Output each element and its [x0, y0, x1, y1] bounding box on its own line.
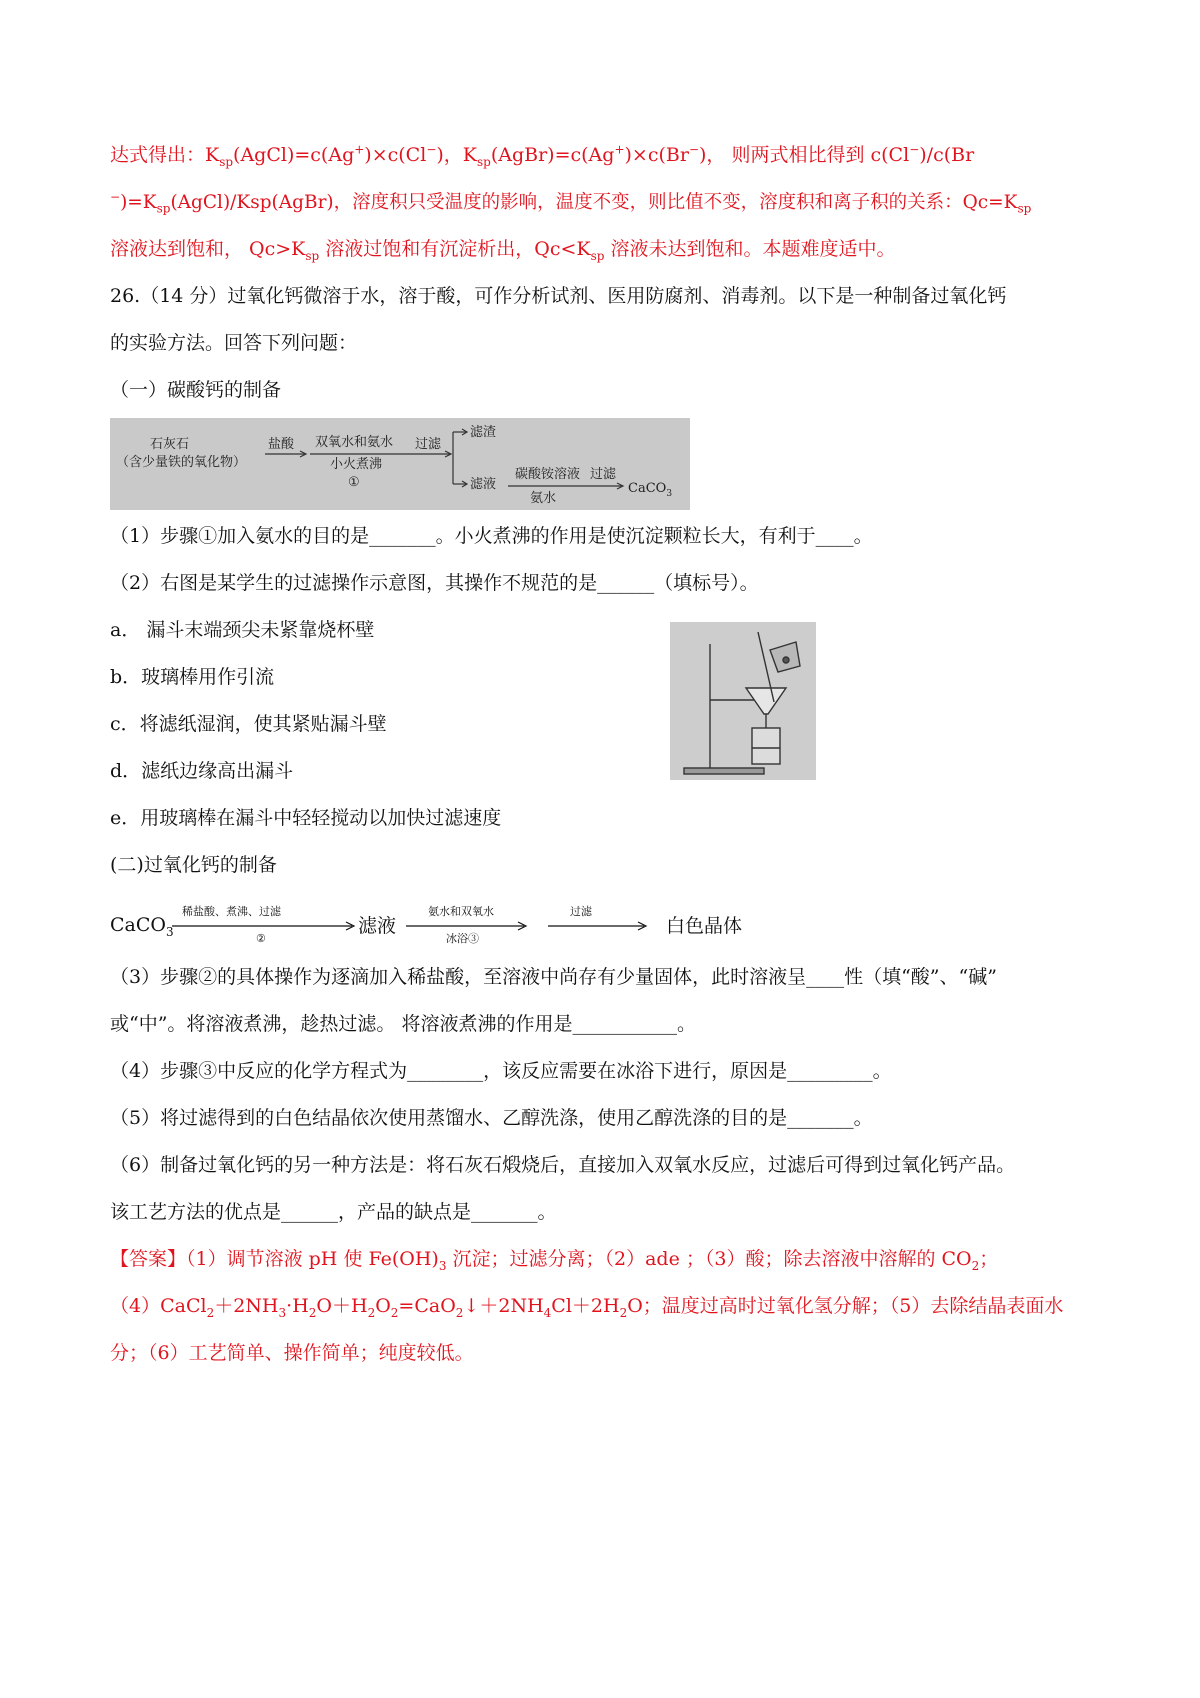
flow1-branch-bottom: 滤液	[470, 477, 497, 492]
filtration-apparatus-svg	[670, 622, 816, 780]
option-b: b．玻璃棒用作引流	[110, 666, 275, 688]
flow2-end: 白色晶体	[666, 915, 743, 937]
flow1-step1-bot1: 小火煮沸	[330, 457, 383, 472]
question-intro-line-2: 的实验方法。回答下列问题：	[110, 332, 358, 354]
flow1-arrow3-bottom: 氨水	[530, 491, 557, 506]
flow2-middle: 滤液	[358, 915, 397, 937]
question-3-line-1: （3）步骤②的具体操作为逐滴加入稀盐酸，至溶液中尚存有少量固体，此时溶液呈____性（填“酸”、“碱”	[110, 966, 997, 988]
explanation-line-1: 达式得出：$K_{sp}(AgCl)=c(Ag^+)\times c(Cl^-)$，$K_{sp}(AgBr)=c(Ag^+)\times c(Br^-)$， 则两式相比得到 c(Cl−)/c(Br	[110, 142, 975, 169]
question-6-line-1: （6）制备过氧化钙的另一种方法是：将石灰石煅烧后，直接加入双氧水反应，过滤后可得到过氧化钙产品。	[110, 1154, 1016, 1176]
flow-figure-2-svg	[110, 900, 810, 950]
explanation-line-2: $^-)=K_{sp}(AgCl)/Ksp(AgBr)$，溶度积只受温度的影响，温度不变，则比值不变，溶度积和离子积的关系：$Qc=K_{sp}$	[110, 189, 1032, 216]
question-3-line-2: 或“中”。将溶液煮沸，趁热过滤。 将溶液煮沸的作用是___________。	[110, 1013, 696, 1035]
answer-line-1: 【答案】（1）调节溶液 pH 使 $Fe(OH)_3$ 沉淀；过滤分离；（2）ade ；（3）酸；除去溶液中溶解的 $CO_2$；	[110, 1248, 999, 1273]
question-intro-line-1: 26.（14 分）过氧化钙微溶于水，溶于酸，可作分析试剂、医用防腐剂、消毒剂。以下是一种制备过氧化钙	[110, 285, 1007, 307]
question-4: （4）步骤③中反应的化学方程式为________，该反应需要在冰浴下进行，原因是_________。	[110, 1060, 892, 1082]
question-5: （5）将过滤得到的白色结晶依次使用蒸馏水、乙醇洗涤，使用乙醇洗涤的目的是_______。	[110, 1107, 873, 1129]
calcium-peroxide-flow	[110, 900, 810, 950]
calcium-carbonate-flow-figure	[110, 418, 690, 510]
flow2-arrow3-top: 过滤	[570, 905, 592, 918]
part2-title: (二)过氧化钙的制备	[110, 854, 277, 876]
answer-line-3: 分；（6）工艺简单、操作简单；纯度较低。	[110, 1342, 474, 1364]
option-d: d．滤纸边缘高出漏斗	[110, 760, 294, 782]
flow1-arrow1-label: 盐酸	[268, 437, 295, 452]
flow2-start: CaCO$_3$	[110, 914, 174, 939]
question-2: （2）右图是某学生的过滤操作示意图，其操作不规范的是______（填标号）。	[110, 572, 759, 594]
flow1-arrow2-label: 过滤	[415, 437, 442, 452]
flow2-arrow1-top: 稀盐酸、煮沸、过滤	[182, 905, 281, 918]
flow1-start-1: 石灰石	[150, 437, 190, 452]
flow1-arrow3-top: 碳酸铵溶液	[515, 467, 581, 482]
option-a: a． 漏斗末端颈尖未紧靠烧杯壁	[110, 619, 375, 641]
option-c: c．将滤纸湿润，使其紧贴漏斗壁	[110, 713, 387, 735]
flow-figure-1-svg	[110, 418, 690, 510]
flow1-end: CaCO$_3$	[628, 481, 673, 499]
question-1: （1）步骤①加入氨水的目的是_______。小火煮沸的作用是使沉淀颗粒长大，有利于____。	[110, 525, 873, 547]
flow2-arrow1-bottom: ②	[256, 932, 266, 945]
answer-line-2: $(4)CaCl_2+2NH_3\cdot H_2O+H_2O_2=CaO_2↓+2NH_4Cl+2H_2O$；温度过高时过氧化氢分解；（5）去除结晶表面水	[110, 1295, 1064, 1320]
flow1-step1-bot2: ①	[348, 475, 360, 490]
explanation-line-3: 溶液达到饱和， $Qc>K_{sp}$ 溶液过饱和有沉淀析出，$Qc<K_{sp}$ 溶液未达到饱和。本题难度适中。	[110, 238, 896, 263]
flow1-step1-top: 双氧水和氨水	[315, 435, 394, 450]
filtration-apparatus-figure	[670, 622, 816, 780]
part1-title: （一）碳酸钙的制备	[110, 379, 282, 401]
question-6-line-2: 该工艺方法的优点是______，产品的缺点是_______。	[110, 1201, 557, 1223]
flow1-start-2: （含少量铁的氧化物）	[116, 455, 247, 470]
option-e: e．用玻璃棒在漏斗中轻轻搅动以加快过滤速度	[110, 807, 502, 829]
flow1-arrow4-label: 过滤	[590, 467, 617, 482]
flow2-arrow2-bottom: 冰浴③	[446, 932, 479, 945]
flow1-branch-top: 滤渣	[470, 425, 497, 440]
flow2-arrow2-top: 氨水和双氧水	[428, 905, 494, 918]
